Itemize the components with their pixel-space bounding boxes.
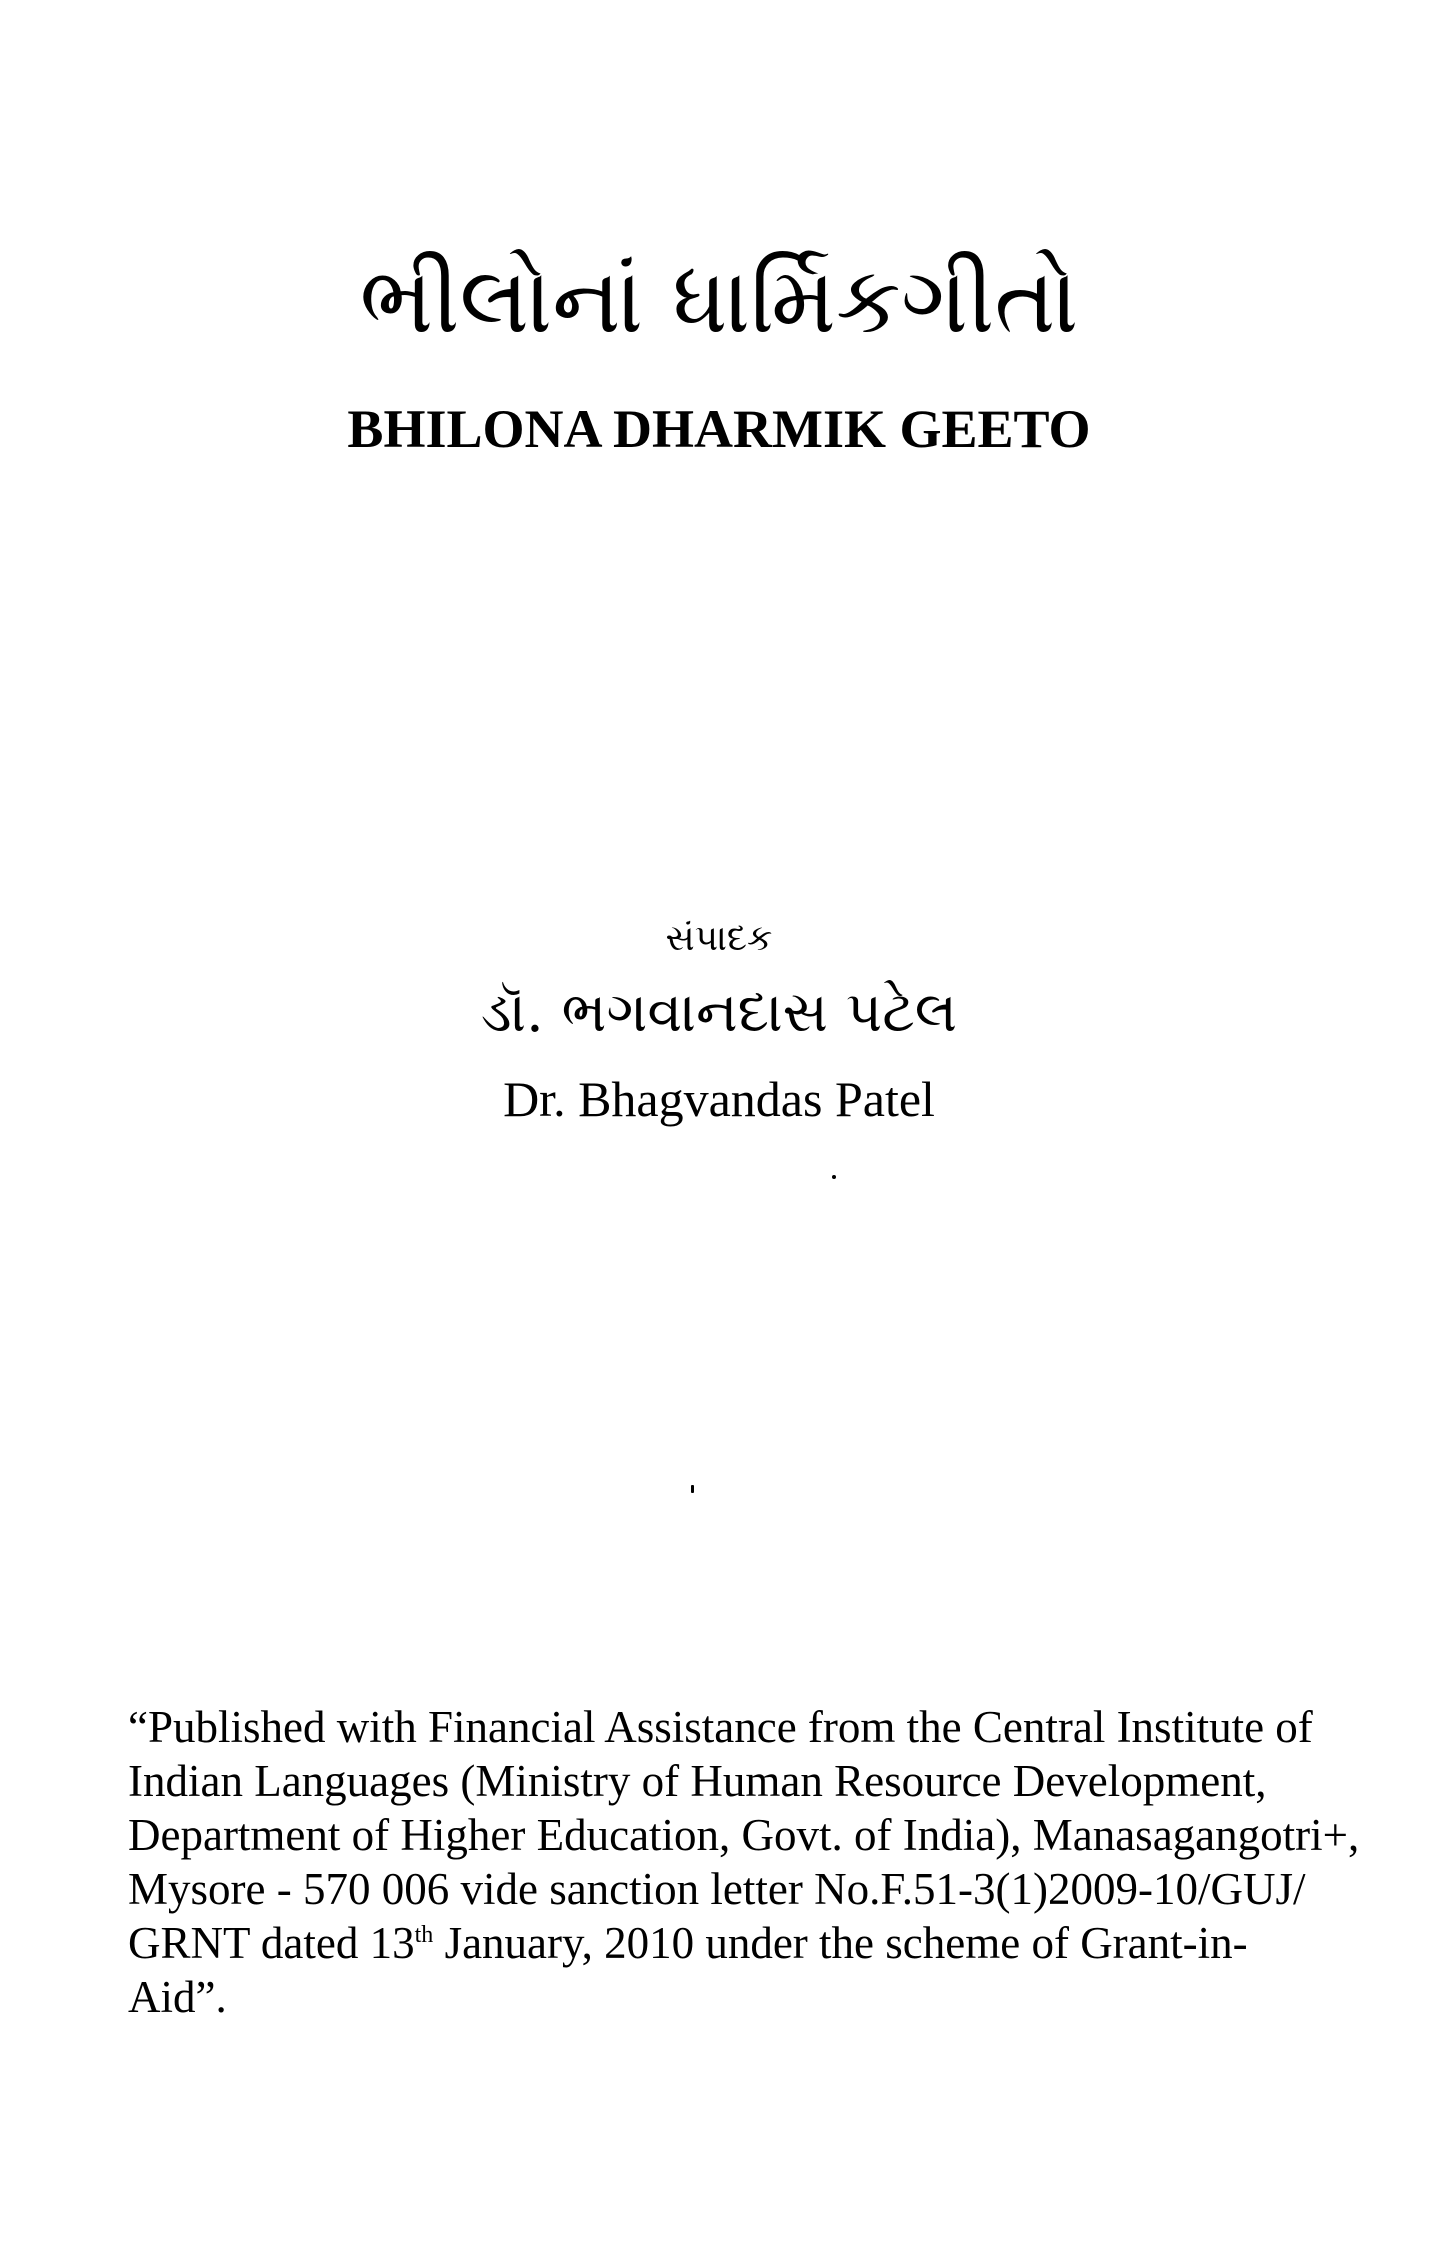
notice-text: January, 2010 under the scheme of Grant-in-: [433, 1918, 1248, 1968]
editor-label: સંપાદક: [665, 918, 773, 959]
editor-name-gujarati: ડૉ. ભગવાનદાસ પટેલ: [480, 980, 958, 1045]
publication-notice: [128, 1700, 1360, 2024]
notice-line: [128, 1916, 1318, 1970]
scan-speck: [691, 1485, 694, 1493]
english-title: BHILONA DHARMIK GEETO: [347, 399, 1091, 459]
notice-line: Indian Languages (Ministry of Human Resource Development,: [128, 1756, 1267, 1806]
gujarati-title: ભીલોનાં ધાર્મિકગીતો: [359, 247, 1079, 354]
notice-line: Department of Higher Education, Govt. of India), Manasagangotri+,: [128, 1810, 1360, 1860]
notice-text: GRNT dated 13: [128, 1918, 415, 1968]
notice-line: Mysore - 570 006 vide sanction letter No.F.51-3(1)2009-10/GUJ/: [128, 1864, 1306, 1914]
notice-line: Aid”.: [128, 1972, 227, 2022]
notice-line: “Published with Financial Assistance from the Central Institute of: [128, 1702, 1313, 1752]
superscript-th: th: [414, 1922, 434, 1948]
scan-speck: [832, 1175, 836, 1179]
editor-name-english: Dr. Bhagvandas Patel: [503, 1071, 935, 1127]
